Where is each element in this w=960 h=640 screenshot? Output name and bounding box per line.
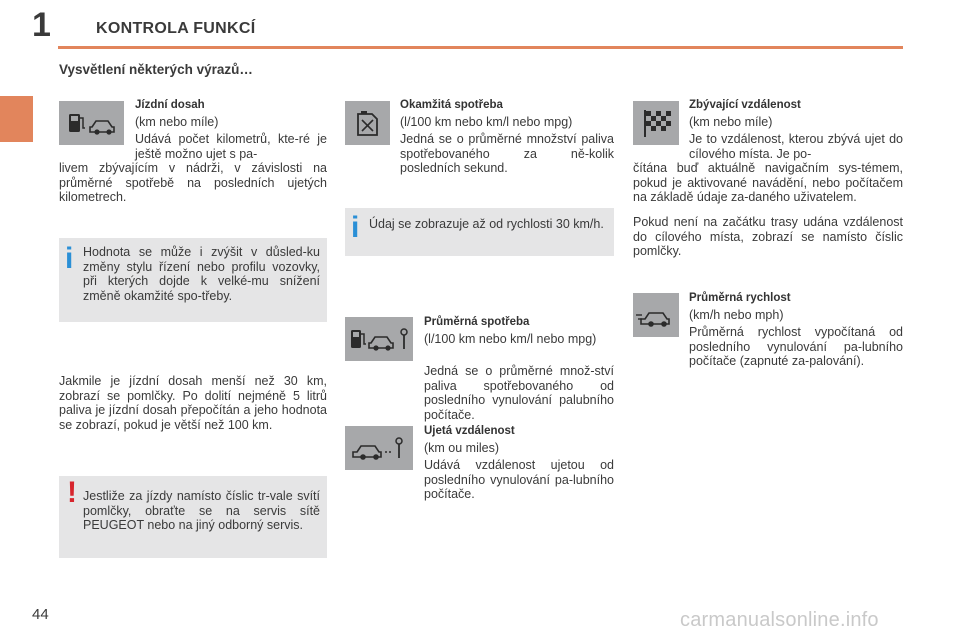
fuel-pump-car-icon	[59, 101, 124, 145]
chapter-number: 1	[32, 6, 51, 44]
range-text-indent: Udává počet kilometrů, kte-ré je ještě možno ujet s pa-	[135, 132, 327, 161]
distance-title: Ujetá vzdálenost	[424, 425, 515, 437]
instant-unit: (l/100 km nebo km/l nebo mpg)	[400, 115, 573, 129]
header-rule	[58, 46, 903, 49]
instant-title: Okamžitá spotřeba	[400, 99, 503, 111]
chapter-title: KONTROLA FUNKCÍ	[96, 20, 256, 37]
average-consumption-title: Průměrná spotřeba	[424, 316, 530, 328]
warning-note-text: Jestliže za jízdy namísto číslic tr-vale svítí pomlčky, obraťte se na servis sítě PEUGEOT nebo na jiný odborný servis.	[83, 489, 320, 532]
info-note-range	[59, 238, 327, 322]
range-title: Jízdní dosah	[135, 99, 205, 111]
average-consumption-text: Jedná se o průměrné množ-ství paliva spotřebovaného od posledního vynulování palubního počítače.	[424, 364, 614, 422]
speed-text: Průměrná rychlost vypočítaná od posledního vynulování pa-lubního počítače (zapnuté za-palování).	[689, 325, 903, 368]
remaining-text-indent: Je to vzdálenost, kterou zbývá ujet do cílového místa. Je po-	[689, 132, 903, 161]
info-note-text: Hodnota se může i zvýšit v důsled-ku změny stylu řízení nebo profilu vozovky, při kterých dojde k velké-mu snížení změně okamžité spo-třeby.	[83, 245, 320, 303]
speed-title: Průměrná rychlost	[689, 292, 791, 304]
car-distance-icon	[345, 426, 413, 470]
info-note-text: Údaj se zobrazuje až od rychlosti 30 km/h.	[369, 217, 604, 231]
remaining-unit: (km nebo míle)	[689, 115, 773, 129]
distance-text: Udává vzdálenost ujetou od posledního vynulování pa-lubního počítače.	[424, 458, 614, 501]
info-icon: i	[351, 211, 360, 244]
remaining-text-2: Pokud není na začátku trasy udána vzdálenost do cílového místa, zobrazí se namísto číslic pomlčky.	[633, 215, 903, 258]
range-paragraph: Jakmile je jízdní dosah menší než 30 km, zobrazí se pomlčky. Po dolití nejméně 5 litrů paliva je jízdní dosah přepočítán a jeho hodnota se zobrazí, pokud je větší než 100 km.	[59, 374, 327, 432]
info-icon: i	[65, 242, 74, 275]
average-consumption-unit: (l/100 km nebo km/l nebo mpg)	[424, 332, 597, 346]
page-number: 44	[32, 606, 49, 623]
range-text: livem zbývajícím v nádrži, v závislosti na průměrné spotřebě na posledních ujetých kilometrech.	[59, 161, 327, 204]
chapter-side-tab	[0, 96, 33, 142]
warning-icon: !	[67, 476, 77, 509]
section-title: Vysvětlení některých výrazů…	[59, 62, 253, 77]
distance-unit: (km ou miles)	[424, 441, 500, 455]
range-unit: (km nebo míle)	[135, 115, 219, 129]
warning-note	[59, 476, 327, 558]
instant-text: Jedná se o průměrné množství paliva spotřebovaného za ně-kolik posledních sekund.	[400, 132, 614, 175]
checkered-flag-icon	[633, 101, 679, 145]
remaining-text: čítána buď aktuálně navigačním sys-témem, pokud je aktivované navádění, nebo počítačem na základě údaje za-daného uživatelem.	[633, 161, 903, 204]
speed-unit: (km/h nebo mph)	[689, 308, 784, 322]
car-speed-icon	[633, 293, 679, 337]
info-note-speed	[345, 208, 614, 256]
fuel-can-icon	[345, 101, 390, 145]
fuel-pump-car-distance-icon	[345, 317, 413, 361]
remaining-title: Zbývající vzdálenost	[689, 99, 801, 111]
watermark: carmanualsonline.info	[680, 609, 879, 631]
